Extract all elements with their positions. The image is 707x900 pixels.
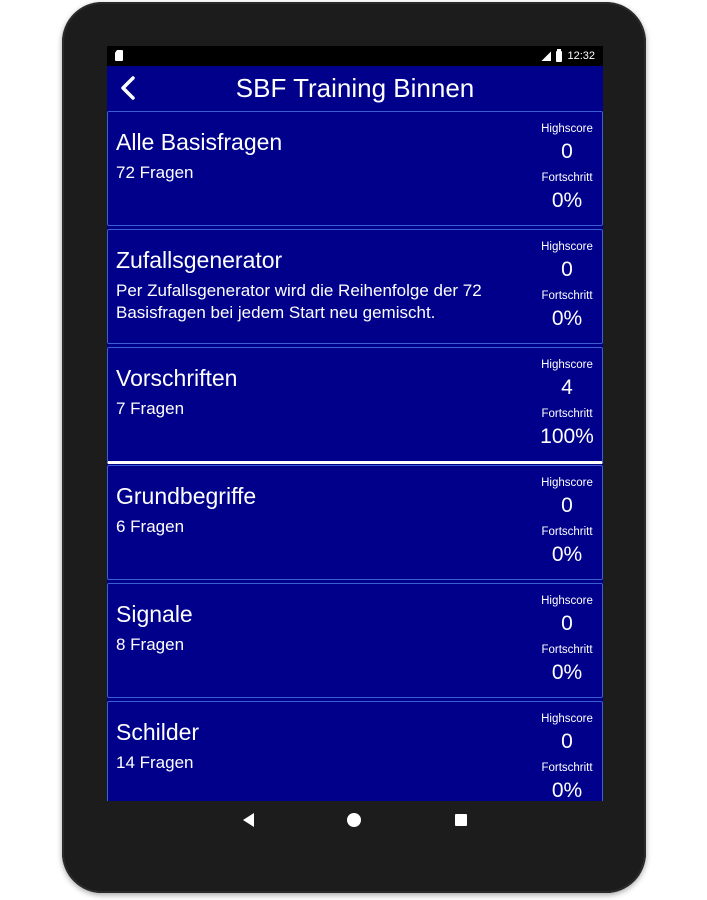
battery-icon	[556, 51, 562, 62]
progress-value: 0%	[551, 307, 583, 330]
status-time: 12:32	[567, 50, 595, 62]
progress-label: Fortschritt	[541, 526, 593, 538]
system-nav-bar	[107, 801, 603, 841]
signal-icon	[541, 51, 551, 61]
progress-label: Fortschritt	[541, 644, 593, 656]
progress-label: Fortschritt	[541, 408, 593, 420]
nav-recents-icon[interactable]	[455, 814, 467, 826]
highscore-label: Highscore	[541, 595, 593, 607]
highscore-label: Highscore	[541, 123, 593, 135]
highscore-value: 0	[561, 140, 573, 163]
highscore-label: Highscore	[541, 477, 593, 489]
app-screen	[107, 46, 603, 801]
category-card-zufallsgenerator[interactable]	[107, 229, 603, 344]
category-title: Zufallsgenerator	[116, 247, 283, 273]
category-card-grundbegriffe[interactable]	[107, 465, 603, 580]
category-title: Signale	[116, 601, 193, 627]
category-card-vorschriften[interactable]	[107, 347, 603, 464]
highscore-value: 0	[561, 494, 573, 517]
progress-value: 0%	[551, 543, 583, 566]
status-bar	[107, 46, 603, 66]
category-description: 72 Fragen	[116, 163, 194, 182]
chevron-left-icon[interactable]	[115, 74, 143, 102]
highscore-value: 0	[561, 258, 573, 281]
highscore-value: 0	[561, 612, 573, 635]
highscore-label: Highscore	[541, 241, 593, 253]
category-title: Grundbegriffe	[116, 483, 257, 509]
app-bar	[107, 66, 603, 111]
category-card-alle-basisfragen[interactable]	[107, 111, 603, 226]
category-card-signale[interactable]	[107, 583, 603, 698]
page-title: SBF Training Binnen	[235, 73, 475, 103]
highscore-value: 4	[561, 376, 573, 399]
highscore-value: 0	[561, 730, 573, 753]
category-title: Vorschriften	[116, 365, 238, 391]
progress-label: Fortschritt	[541, 290, 593, 302]
sim-card-icon	[115, 50, 123, 61]
progress-value: 0%	[551, 779, 583, 801]
category-description: 14 Fragen	[116, 753, 194, 772]
highscore-label: Highscore	[541, 359, 593, 371]
progress-label: Fortschritt	[541, 762, 593, 774]
category-card-schilder[interactable]	[107, 701, 603, 801]
status-icons	[541, 49, 595, 63]
nav-back-icon[interactable]	[243, 813, 254, 827]
category-description: Per Zufallsgenerator wird die Reihenfolge der 72 Basisfragen bei jedem Start neu gemischt.	[116, 281, 482, 322]
category-title: Alle Basisfragen	[116, 129, 283, 155]
progress-value: 100%	[540, 425, 594, 448]
progress-value: 0%	[551, 189, 583, 212]
category-description: 7 Fragen	[116, 399, 185, 418]
progress-label: Fortschritt	[541, 172, 593, 184]
highscore-label: Highscore	[541, 713, 593, 725]
category-description: 6 Fragen	[116, 517, 185, 536]
progress-value: 0%	[551, 661, 583, 684]
category-title: Schilder	[116, 719, 200, 745]
category-description: 8 Fragen	[116, 635, 185, 654]
nav-home-icon[interactable]	[347, 813, 361, 827]
